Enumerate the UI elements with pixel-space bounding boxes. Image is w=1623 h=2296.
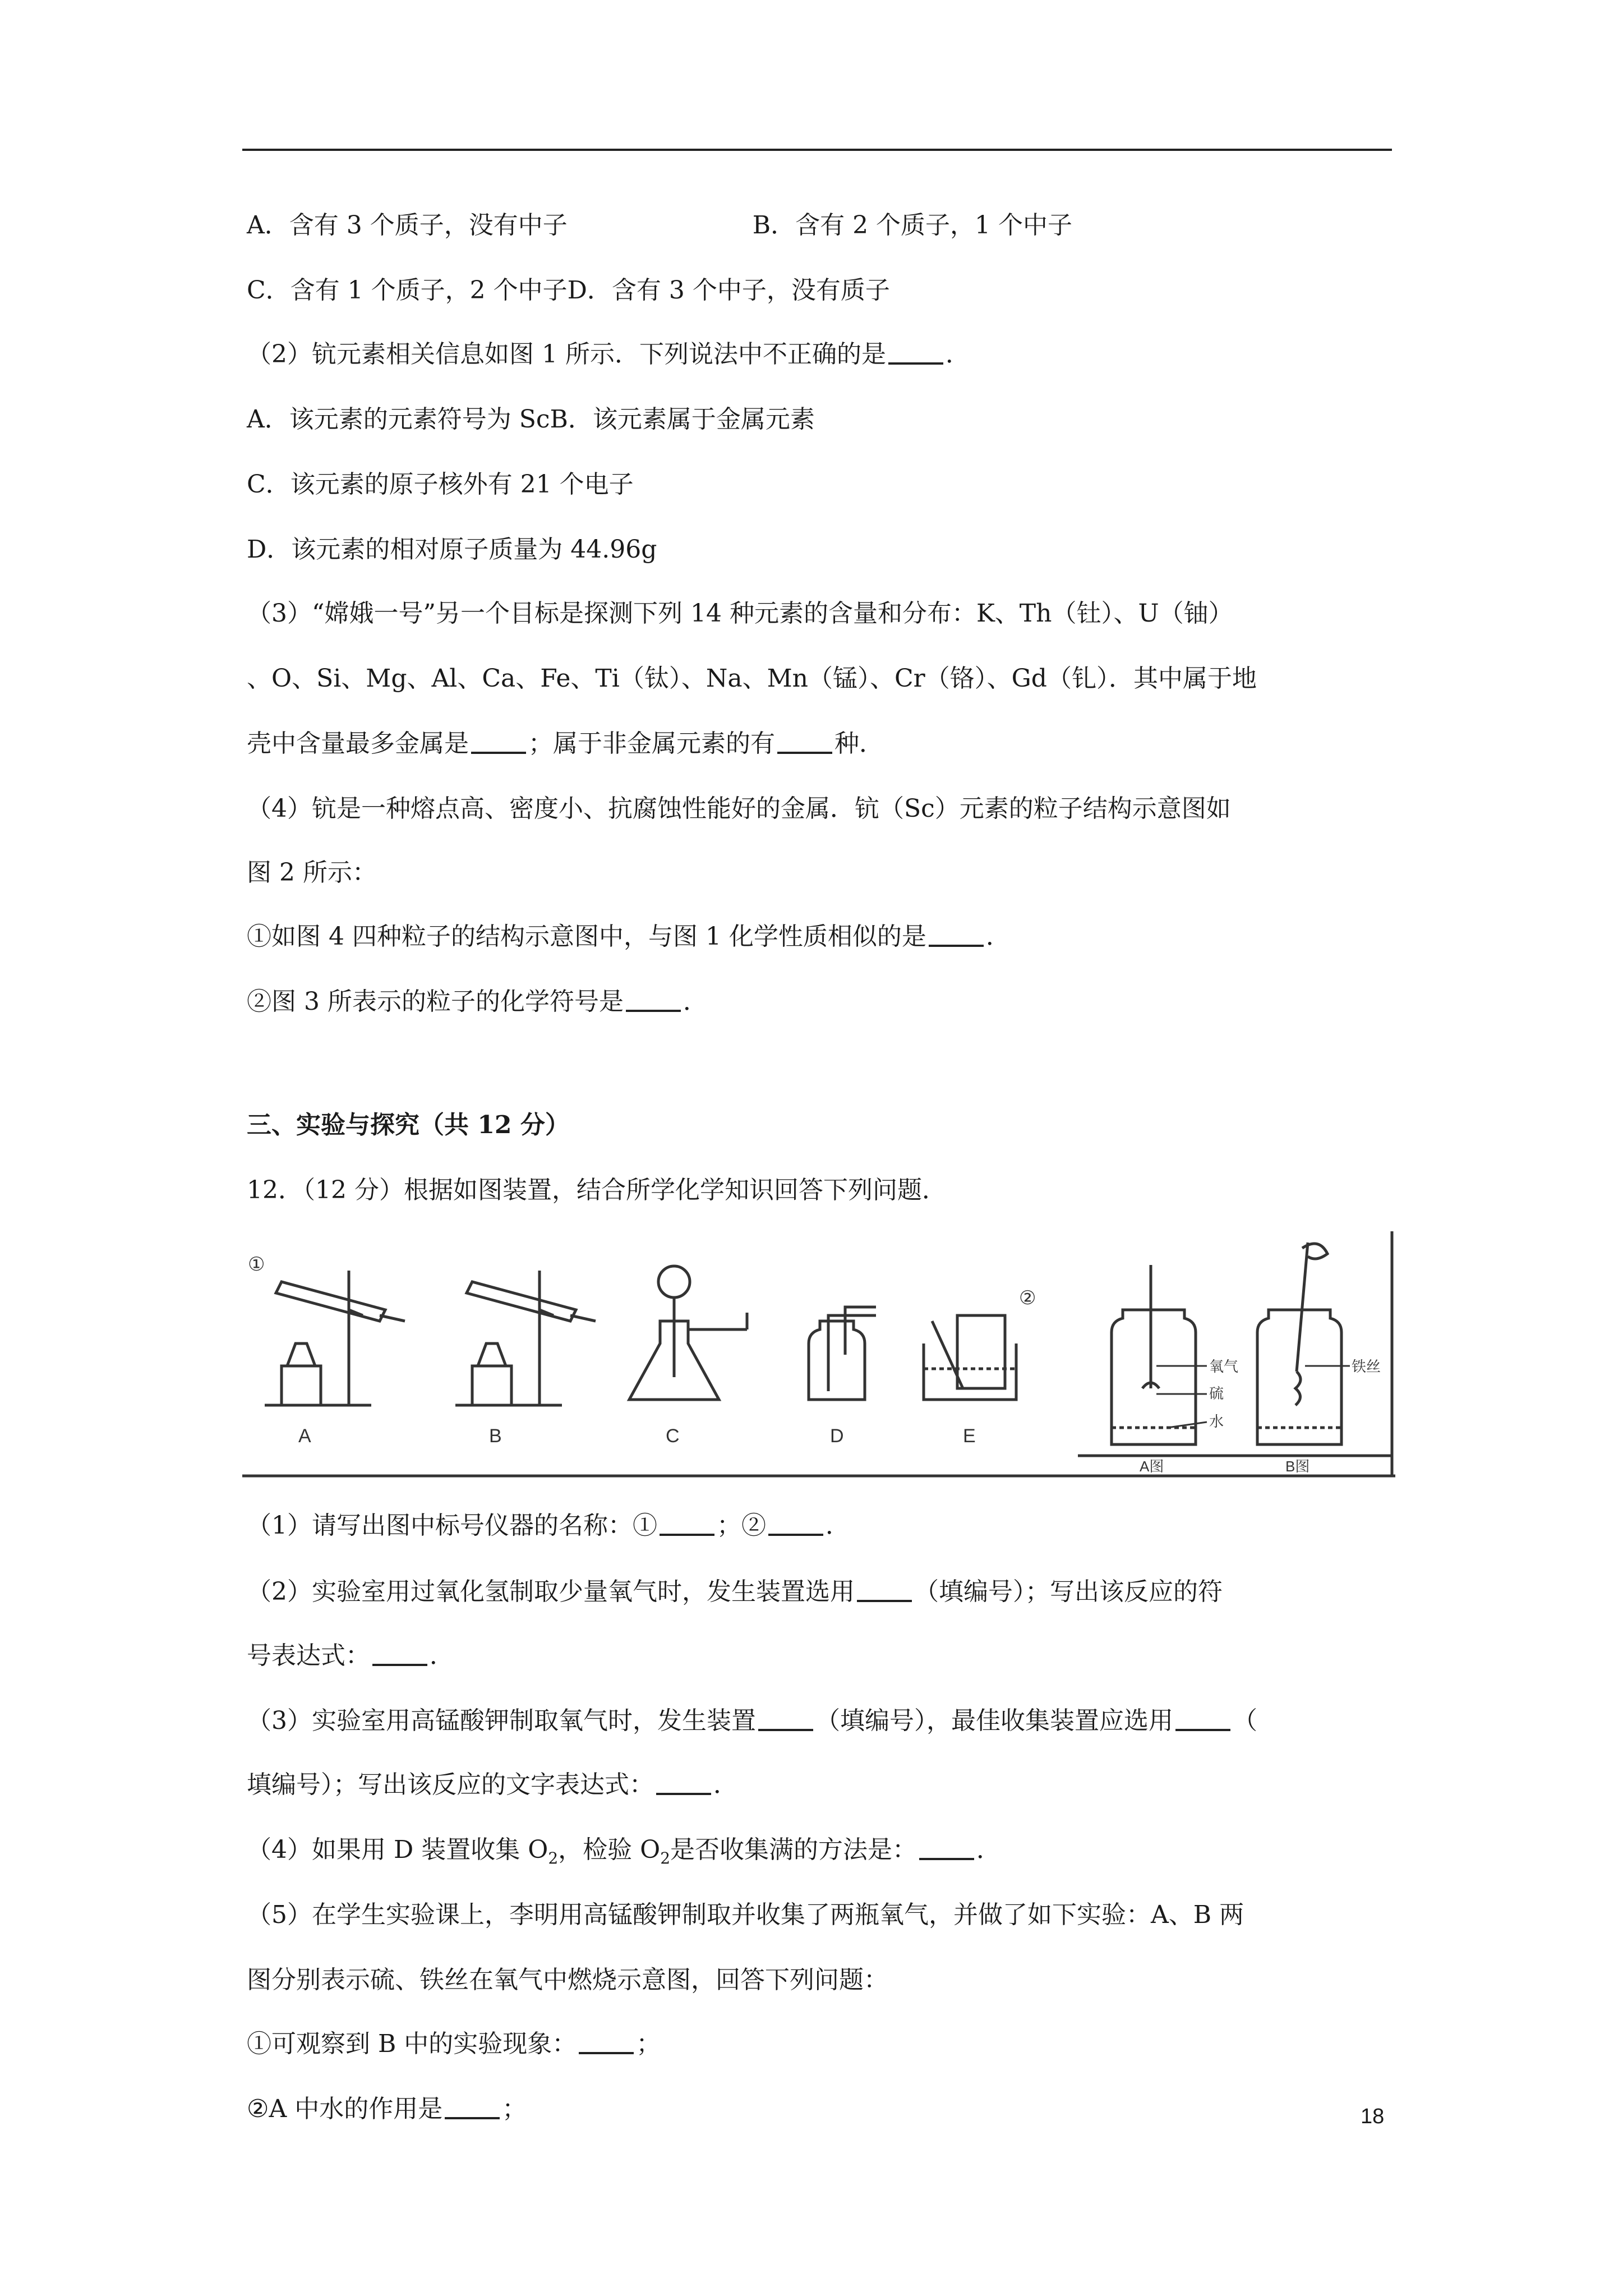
q11-option-d: D．含有 3 个中子，没有质子 <box>567 276 890 305</box>
q12-part5-q1: ①可观察到 B 中的实验现象： ； <box>247 2030 661 2058</box>
jar-b-label: B图 <box>1285 1458 1310 1475</box>
jar-a <box>1112 1265 1207 1444</box>
q11-part4-line2: 图 2 所示： <box>247 858 377 887</box>
q11-part4-q1: ①如图 4 四种粒子的结构示意图中，与图 1 化学性质相似的是 ． <box>247 922 1011 951</box>
label-c: C <box>666 1425 680 1447</box>
answer-blank[interactable] <box>445 2095 500 2119</box>
apparatus-b <box>455 1271 596 1405</box>
apparatus-d <box>809 1307 876 1400</box>
q11-option-b: B．含有 2 个质子，1 个中子 <box>752 211 1073 240</box>
answer-blank[interactable] <box>768 1511 823 1536</box>
oxygen-label: 氧气 <box>1209 1358 1239 1375</box>
q12-part5-line2: 图分别表示硫、铁丝在氧气中燃烧示意图，回答下列问题： <box>247 1966 888 1994</box>
marker-1: ① <box>248 1254 265 1275</box>
label-a: A <box>298 1425 311 1447</box>
q11-part3-line3: 壳中含量最多金属是 ；属于非金属元素的有 种． <box>247 729 884 758</box>
q11-part2: （2）钪元素相关信息如图 1 所示．下列说法中不正确的是 ． <box>247 340 970 369</box>
answer-blank[interactable] <box>888 340 943 365</box>
q11-options-ab <box>247 209 1072 242</box>
answer-blank[interactable] <box>929 922 984 947</box>
q11-part2-c: C．该元素的原子核外有 21 个电子 <box>247 470 634 499</box>
label-d: D <box>830 1425 844 1447</box>
answer-blank[interactable] <box>471 729 526 754</box>
jar-b <box>1257 1243 1350 1444</box>
answer-blank[interactable] <box>758 1706 813 1731</box>
label-b: B <box>489 1425 502 1447</box>
q12-part5-line1: （5）在学生实验课上，李明用高锰酸钾制取并收集了两瓶氧气，并做了如下实验：A、B 两 <box>247 1901 1244 1929</box>
answer-blank[interactable] <box>626 987 681 1012</box>
q11-part4-line1: （4）钪是一种熔点高、密度小、抗腐蚀性能好的金属．钪（Sc）元素的粒子结构示意图如 <box>247 794 1231 823</box>
q12-part5-q2: ②A 中水的作用是 ； <box>247 2095 527 2123</box>
q12-part4: （4）如果用 D 装置收集 $O_2$，检验 $O_2$是否收集满的方法是： ． <box>247 1835 1002 1867</box>
q12-stem: 12．（12 分）根据如图装置，结合所学化学知识回答下列问题． <box>247 1176 947 1204</box>
q11-part3-line1: （3）“嫦娥一号”另一个目标是探测下列 14 种元素的含量和分布：K、Th（钍）、U（铀） <box>247 599 1233 628</box>
jar-a-label: A图 <box>1140 1458 1164 1475</box>
label-e: E <box>963 1425 976 1447</box>
apparatus-a <box>265 1271 405 1405</box>
section-heading: 三、实验与探究（共 12 分） <box>247 1111 570 1139</box>
apparatus-figure <box>242 1231 1395 1478</box>
q11-part2-d: D．该元素的相对原子质量为 44.96g <box>247 535 657 564</box>
answer-blank[interactable] <box>660 1511 714 1536</box>
answer-blank[interactable] <box>579 2030 634 2054</box>
answer-blank[interactable] <box>372 1641 427 1666</box>
page-number: 18 <box>1361 2105 1385 2128</box>
apparatus-c <box>629 1266 747 1400</box>
q12-part3-line1: （3）实验室用高锰酸钾制取氧气时，发生装置 （填编号），最佳收集装置应选用 （ <box>247 1706 1257 1735</box>
water-label: 水 <box>1209 1413 1224 1430</box>
answer-blank[interactable] <box>777 729 832 754</box>
answer-blank[interactable] <box>656 1770 711 1795</box>
iron-wire-label: 铁丝 <box>1352 1358 1381 1375</box>
q11-option-a: A．含有 3 个质子，没有中子 <box>247 211 568 240</box>
marker-2: ② <box>1019 1287 1036 1309</box>
q11-part4-q2: ②图 3 所表示的粒子的化学符号是 ． <box>247 987 708 1016</box>
q12-part2-line1: （2）实验室用过氧化氢制取少量氧气时，发生装置选用 （填编号）；写出该反应的符 <box>247 1577 1223 1606</box>
answer-blank[interactable] <box>919 1835 974 1860</box>
answer-blank[interactable] <box>1175 1706 1230 1731</box>
q11-options-cd <box>247 274 890 307</box>
q11-option-c: C．含有 1 个质子，2 个中子 <box>247 276 568 305</box>
header-rule <box>242 149 1392 151</box>
q11-part3-line2: 、O、Si、Mg、Al、Ca、Fe、Ti（钛）、Na、Mn（锰）、Cr（铬）、Gd（钆）．其中属于地 <box>247 664 1257 693</box>
q12-part2-line2: 号表达式： ． <box>247 1641 454 1670</box>
q12-part1: （1）请写出图中标号仪器的名称：① ；② ． <box>247 1511 850 1540</box>
q11-part2-ab: A．该元素的元素符号为 ScB．该元素属于金属元素 <box>247 405 815 434</box>
apparatus-e <box>924 1315 1016 1400</box>
answer-blank[interactable] <box>857 1577 912 1602</box>
q12-part3-line2: 填编号）；写出该反应的文字表达式： ． <box>247 1770 738 1799</box>
sulfur-label: 硫 <box>1209 1385 1224 1402</box>
